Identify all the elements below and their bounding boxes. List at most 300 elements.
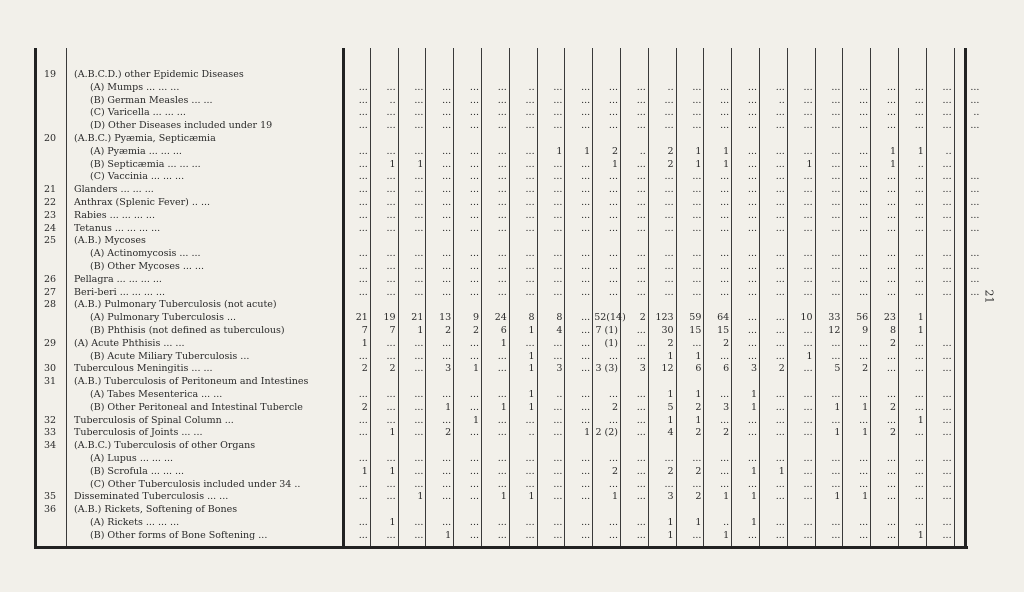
- row-number: 34: [43, 440, 57, 452]
- table-cell: 2 (2): [595, 427, 618, 439]
- table-row: [34, 183, 980, 196]
- table-cell: 1: [667, 529, 674, 541]
- table-cell: ...: [886, 184, 896, 196]
- table-cell: 1: [917, 312, 924, 324]
- table-cell: 1: [389, 158, 396, 170]
- table-cell: 1: [750, 465, 757, 477]
- table-cell: ...: [886, 107, 896, 119]
- table-cell: ...: [775, 248, 785, 260]
- table-cell: ...: [747, 222, 757, 234]
- table-cell: ...: [525, 414, 535, 426]
- table-cell: 2: [667, 158, 674, 170]
- table-cell: 2: [695, 401, 702, 413]
- table-cell: 12: [661, 363, 674, 375]
- table-cell: 1: [695, 414, 702, 426]
- row-label: Tetanus ... ... ... ...: [74, 222, 161, 234]
- table-cell: ...: [747, 286, 757, 298]
- table-cell: ...: [497, 171, 507, 183]
- table-cell: ...: [831, 517, 841, 528]
- table-cell: ...: [636, 453, 646, 464]
- table-cell: ...: [414, 453, 424, 464]
- row-number: 19: [43, 69, 57, 80]
- table-cell: 1: [750, 517, 757, 528]
- table-cell: ...: [775, 414, 785, 426]
- table-cell: 1: [834, 491, 841, 503]
- table-cell: 2: [723, 427, 730, 439]
- table-cell: ...: [803, 120, 813, 132]
- table-cell: ...: [442, 81, 452, 93]
- table-cell: 2: [639, 312, 646, 324]
- table-cell: ...: [442, 517, 452, 528]
- table-cell: ...: [775, 401, 785, 413]
- table-cell: 3: [667, 491, 674, 503]
- table-row: [34, 119, 980, 132]
- table-cell: ...: [886, 261, 896, 272]
- table-cell: 3: [723, 401, 730, 413]
- table-cell: ...: [553, 209, 563, 221]
- table-cell: ..: [639, 145, 646, 157]
- table-cell: ...: [469, 337, 479, 349]
- row-number: [34, 452, 66, 465]
- table-cell: ...: [608, 222, 618, 234]
- table-cell: 8: [556, 312, 563, 324]
- row-label: (B) Acute Miliary Tuberculosis ...: [90, 350, 250, 362]
- table-cell: ...: [442, 273, 452, 285]
- row-number: [34, 145, 66, 158]
- table-cell: ...: [414, 197, 424, 208]
- row-number: 26: [43, 273, 57, 285]
- table-cell: ...: [775, 222, 785, 234]
- table-cell: ...: [581, 337, 591, 349]
- table-cell: ...: [942, 529, 952, 541]
- row-number: [34, 516, 66, 529]
- table-cell: ...: [525, 453, 535, 464]
- table-row: [34, 362, 968, 375]
- row-number: 22: [43, 197, 57, 208]
- table-cell: ...: [803, 465, 813, 477]
- table-cell: ...: [747, 120, 757, 132]
- table-cell: ...: [414, 261, 424, 272]
- table-cell: ...: [970, 197, 980, 208]
- table-cell: ...: [525, 248, 535, 260]
- table-cell: ...: [442, 107, 452, 119]
- table-cell: ...: [386, 401, 396, 413]
- table-cell: ...: [386, 222, 396, 234]
- table-cell: ...: [692, 222, 702, 234]
- table-cell: ...: [608, 350, 618, 362]
- table-cell: ...: [803, 478, 813, 490]
- row-label: (A) Acute Phthisis ... ...: [74, 337, 185, 349]
- table-cell: ...: [414, 94, 424, 106]
- table-cell: ...: [497, 158, 507, 170]
- row-number: 25: [43, 235, 57, 247]
- table-cell: ...: [581, 363, 591, 375]
- table-cell: ...: [553, 184, 563, 196]
- table-cell: 9: [472, 312, 479, 324]
- table-cell: ...: [497, 94, 507, 106]
- table-cell: ...: [886, 197, 896, 208]
- table-cell: ...: [414, 273, 424, 285]
- row-number: [34, 106, 66, 119]
- table-cell: ...: [803, 209, 813, 221]
- table-cell: 5: [834, 363, 841, 375]
- table-cell: 1: [389, 427, 396, 439]
- table-cell: ...: [775, 120, 785, 132]
- table-cell: ...: [442, 337, 452, 349]
- table-cell: ...: [692, 286, 702, 298]
- table-row: [34, 478, 968, 491]
- table-cell: 2: [389, 363, 396, 375]
- table-cell: ...: [581, 184, 591, 196]
- table-cell: ...: [553, 465, 563, 477]
- table-cell: ...: [886, 273, 896, 285]
- table-cell: ...: [386, 120, 396, 132]
- table-cell: ...: [442, 261, 452, 272]
- row-number: [34, 81, 66, 94]
- table-cell: ...: [775, 261, 785, 272]
- table-cell: ...: [386, 145, 396, 157]
- table-cell: ...: [581, 491, 591, 503]
- table-cell: ...: [831, 248, 841, 260]
- table-cell: ...: [914, 81, 924, 93]
- table-cell: ...: [358, 209, 368, 221]
- table-cell: ...: [581, 197, 591, 208]
- row-number: 20: [43, 133, 57, 144]
- table-cell: ...: [859, 337, 869, 349]
- table-cell: ...: [720, 197, 730, 208]
- table-cell: ...: [414, 171, 424, 183]
- table-cell: [956, 516, 980, 529]
- table-cell: [956, 465, 980, 478]
- table-cell: ...: [636, 184, 646, 196]
- table-cell: ...: [831, 529, 841, 541]
- table-cell: ...: [803, 453, 813, 464]
- table-cell: ...: [914, 478, 924, 490]
- table-row: [34, 106, 980, 119]
- table-row: [34, 311, 968, 324]
- table-cell: ...: [525, 465, 535, 477]
- table-cell: ...: [525, 478, 535, 490]
- row-label: (A.B.C.) Tuberculosis of other Organs: [74, 440, 256, 452]
- row-label: (A) Pyæmia ... ... ...: [90, 145, 182, 157]
- table-cell: ...: [414, 145, 424, 157]
- table-row: [34, 234, 968, 247]
- table-cell: ...: [525, 120, 535, 132]
- table-cell: ...: [386, 171, 396, 183]
- table-cell: ...: [386, 337, 396, 349]
- table-cell: ...: [358, 94, 368, 106]
- table-cell: ...: [942, 222, 952, 234]
- table-cell: ..: [917, 158, 924, 170]
- table-cell: ...: [414, 414, 424, 426]
- table-cell: ...: [831, 94, 841, 106]
- table-cell: ...: [358, 453, 368, 464]
- table-cell: ...: [525, 529, 535, 541]
- table-cell: ...: [859, 478, 869, 490]
- table-cell: ...: [442, 491, 452, 503]
- table-cell: ...: [497, 209, 507, 221]
- table-cell: ...: [942, 81, 952, 93]
- table-cell: 1: [667, 414, 674, 426]
- table-cell: ...: [636, 120, 646, 132]
- table-cell: ...: [970, 261, 980, 272]
- table-cell: ...: [553, 248, 563, 260]
- table-cell: ...: [775, 81, 785, 93]
- table-cell: ...: [553, 120, 563, 132]
- table-cell: ...: [469, 389, 479, 400]
- table-cell: ...: [942, 107, 952, 119]
- table-cell: ...: [886, 222, 896, 234]
- table-cell: 30: [661, 325, 674, 336]
- table-cell: ...: [497, 350, 507, 362]
- table-row: [34, 222, 980, 235]
- table-cell: [956, 426, 980, 439]
- table-cell: 2: [611, 145, 618, 157]
- table-cell: ...: [859, 107, 869, 119]
- table-cell: ...: [970, 94, 980, 106]
- table-cell: ...: [859, 184, 869, 196]
- row-label: Pellagra ... ... ... ...: [74, 273, 162, 285]
- table-cell: 2: [695, 491, 702, 503]
- table-cell: 1: [723, 491, 730, 503]
- table-cell: ...: [525, 209, 535, 221]
- table-cell: ...: [386, 81, 396, 93]
- table-cell: ...: [636, 414, 646, 426]
- table-cell: ...: [525, 94, 535, 106]
- table-cell: ...: [914, 337, 924, 349]
- table-cell: ...: [581, 453, 591, 464]
- table-cell: 1: [417, 325, 424, 336]
- table-cell: ...: [442, 414, 452, 426]
- table-cell: ...: [803, 81, 813, 93]
- table-row: [34, 375, 968, 388]
- table-cell: ...: [803, 145, 813, 157]
- table-cell: ...: [497, 273, 507, 285]
- table-cell: ...: [553, 81, 563, 93]
- table-cell: [956, 324, 980, 337]
- table-cell: ...: [414, 107, 424, 119]
- table-cell: ...: [358, 261, 368, 272]
- table-cell: ...: [358, 81, 368, 93]
- table-cell: ...: [386, 261, 396, 272]
- table-cell: ...: [914, 120, 924, 132]
- table-cell: ...: [581, 286, 591, 298]
- table-cell: ...: [747, 350, 757, 362]
- table-cell: ...: [720, 286, 730, 298]
- table-cell: ...: [886, 209, 896, 221]
- table-cell: ...: [414, 81, 424, 93]
- table-row: [34, 209, 980, 222]
- table-cell: 5: [667, 401, 674, 413]
- table-cell: ...: [581, 414, 591, 426]
- table-cell: ...: [775, 184, 785, 196]
- table-cell: ...: [775, 491, 785, 503]
- table-cell: 1: [528, 401, 535, 413]
- row-number: [34, 170, 66, 183]
- row-number: 24: [43, 222, 57, 234]
- table-cell: ...: [720, 478, 730, 490]
- table-cell: 15: [689, 325, 702, 336]
- table-cell: ...: [442, 453, 452, 464]
- table-cell: ...: [914, 350, 924, 362]
- table-cell: ...: [608, 248, 618, 260]
- table-cell: ...: [747, 337, 757, 349]
- table-cell: [956, 478, 980, 491]
- table-cell: ...: [442, 248, 452, 260]
- table-cell: 64: [717, 312, 730, 324]
- table-row: [34, 529, 968, 542]
- table-cell: ..: [389, 94, 396, 106]
- table-cell: ...: [386, 184, 396, 196]
- table-cell: ...: [442, 478, 452, 490]
- table-cell: ...: [608, 209, 618, 221]
- table-cell: ...: [636, 81, 646, 93]
- table-cell: 1: [862, 427, 869, 439]
- table-cell: ...: [747, 171, 757, 183]
- table-cell: 1: [917, 414, 924, 426]
- table-cell: 2: [889, 337, 896, 349]
- table-cell: ...: [469, 222, 479, 234]
- table-cell: 3: [556, 363, 563, 375]
- table-cell: ..: [778, 94, 785, 106]
- table-cell: 1: [834, 427, 841, 439]
- table-row: [34, 132, 968, 145]
- table-cell: 15: [717, 325, 730, 336]
- table-row: [34, 170, 980, 183]
- table-cell: ...: [942, 273, 952, 285]
- table-cell: ...: [692, 453, 702, 464]
- table-row: [34, 298, 968, 311]
- table-cell: ...: [775, 389, 785, 400]
- table-cell: 6: [723, 363, 730, 375]
- table-cell: ...: [859, 171, 869, 183]
- table-cell: ...: [859, 453, 869, 464]
- table-cell: 1: [723, 158, 730, 170]
- table-cell: ...: [775, 107, 785, 119]
- table-cell: ...: [720, 209, 730, 221]
- table-cell: ...: [414, 529, 424, 541]
- table-cell: 1: [445, 529, 452, 541]
- table-cell: ...: [636, 337, 646, 349]
- table-cell: ...: [831, 81, 841, 93]
- table-cell: ...: [525, 273, 535, 285]
- table-cell: ...: [525, 145, 535, 157]
- table-cell: ...: [942, 350, 952, 362]
- table-cell: ...: [720, 120, 730, 132]
- table-cell: 2: [472, 325, 479, 336]
- table-cell: 7 (1): [595, 325, 618, 336]
- table-cell: 1: [389, 517, 396, 528]
- table-cell: ...: [803, 363, 813, 375]
- row-label: (D) Other Diseases included under 19: [90, 120, 273, 132]
- table-cell: 2: [361, 401, 368, 413]
- table-cell: ...: [831, 197, 841, 208]
- table-cell: 12: [828, 325, 841, 336]
- table-cell: ...: [775, 478, 785, 490]
- table-cell: 59: [689, 312, 702, 324]
- table-cell: ...: [747, 261, 757, 272]
- table-cell: ...: [747, 248, 757, 260]
- table-cell: ...: [525, 184, 535, 196]
- row-label: (B) Scrofula ... ... ...: [90, 465, 185, 477]
- table-cell: ...: [942, 389, 952, 400]
- table-cell: ...: [553, 107, 563, 119]
- table-cell: ...: [581, 171, 591, 183]
- table-cell: ...: [803, 401, 813, 413]
- table-cell: ...: [942, 248, 952, 260]
- table-cell: ...: [497, 184, 507, 196]
- table-cell: ...: [886, 491, 896, 503]
- table-cell: ...: [497, 261, 507, 272]
- table-cell: ...: [414, 363, 424, 375]
- table-cell: ...: [664, 261, 674, 272]
- table-cell: ...: [692, 478, 702, 490]
- table-cell: ...: [358, 107, 368, 119]
- row-label: (B) Other Mycoses ... ...: [90, 261, 204, 272]
- table-cell: 1: [917, 145, 924, 157]
- table-cell: [928, 311, 952, 324]
- table-cell: 2: [361, 363, 368, 375]
- table-cell: ...: [442, 465, 452, 477]
- table-cell: ...: [859, 158, 869, 170]
- table-cell: 1: [417, 158, 424, 170]
- table-cell: ...: [497, 120, 507, 132]
- table-cell: ...: [692, 273, 702, 285]
- table-cell: ...: [692, 197, 702, 208]
- table-cell: ...: [942, 171, 952, 183]
- table-cell: 1: [528, 491, 535, 503]
- row-number: [34, 478, 66, 491]
- table-cell: ...: [720, 389, 730, 400]
- table-cell: ...: [859, 286, 869, 298]
- table-cell: (1): [604, 337, 618, 349]
- table-cell: ...: [608, 184, 618, 196]
- table-cell: 1: [500, 337, 507, 349]
- table-cell: ...: [747, 427, 757, 439]
- table-cell: ...: [636, 197, 646, 208]
- table-cell: ...: [553, 478, 563, 490]
- table-row: [34, 324, 968, 337]
- table-cell: ...: [747, 209, 757, 221]
- table-cell: ...: [831, 453, 841, 464]
- table-cell: ...: [497, 145, 507, 157]
- table-cell: ...: [914, 286, 924, 298]
- table-cell: ...: [608, 453, 618, 464]
- table-cell: ...: [497, 478, 507, 490]
- table-cell: ...: [442, 389, 452, 400]
- row-label: (C) Varicella ... ... ...: [90, 107, 186, 119]
- table-cell: 8: [889, 325, 896, 336]
- table-cell: ...: [664, 286, 674, 298]
- table-cell: ...: [914, 401, 924, 413]
- table-cell: ...: [414, 222, 424, 234]
- table-cell: 2: [862, 363, 869, 375]
- table-cell: ...: [747, 81, 757, 93]
- row-number: [34, 247, 66, 260]
- table-cell: ...: [358, 478, 368, 490]
- table-cell: ...: [636, 325, 646, 336]
- table-cell: ...: [469, 261, 479, 272]
- table-cell: 1: [556, 145, 563, 157]
- table-cell: ...: [636, 158, 646, 170]
- table-cell: ...: [497, 389, 507, 400]
- table-cell: 56: [856, 312, 869, 324]
- table-cell: ...: [942, 286, 952, 298]
- table-cell: ...: [414, 184, 424, 196]
- table-row: [34, 490, 968, 503]
- table-cell: ...: [859, 273, 869, 285]
- row-label: (A) Rickets ... ... ...: [90, 517, 180, 528]
